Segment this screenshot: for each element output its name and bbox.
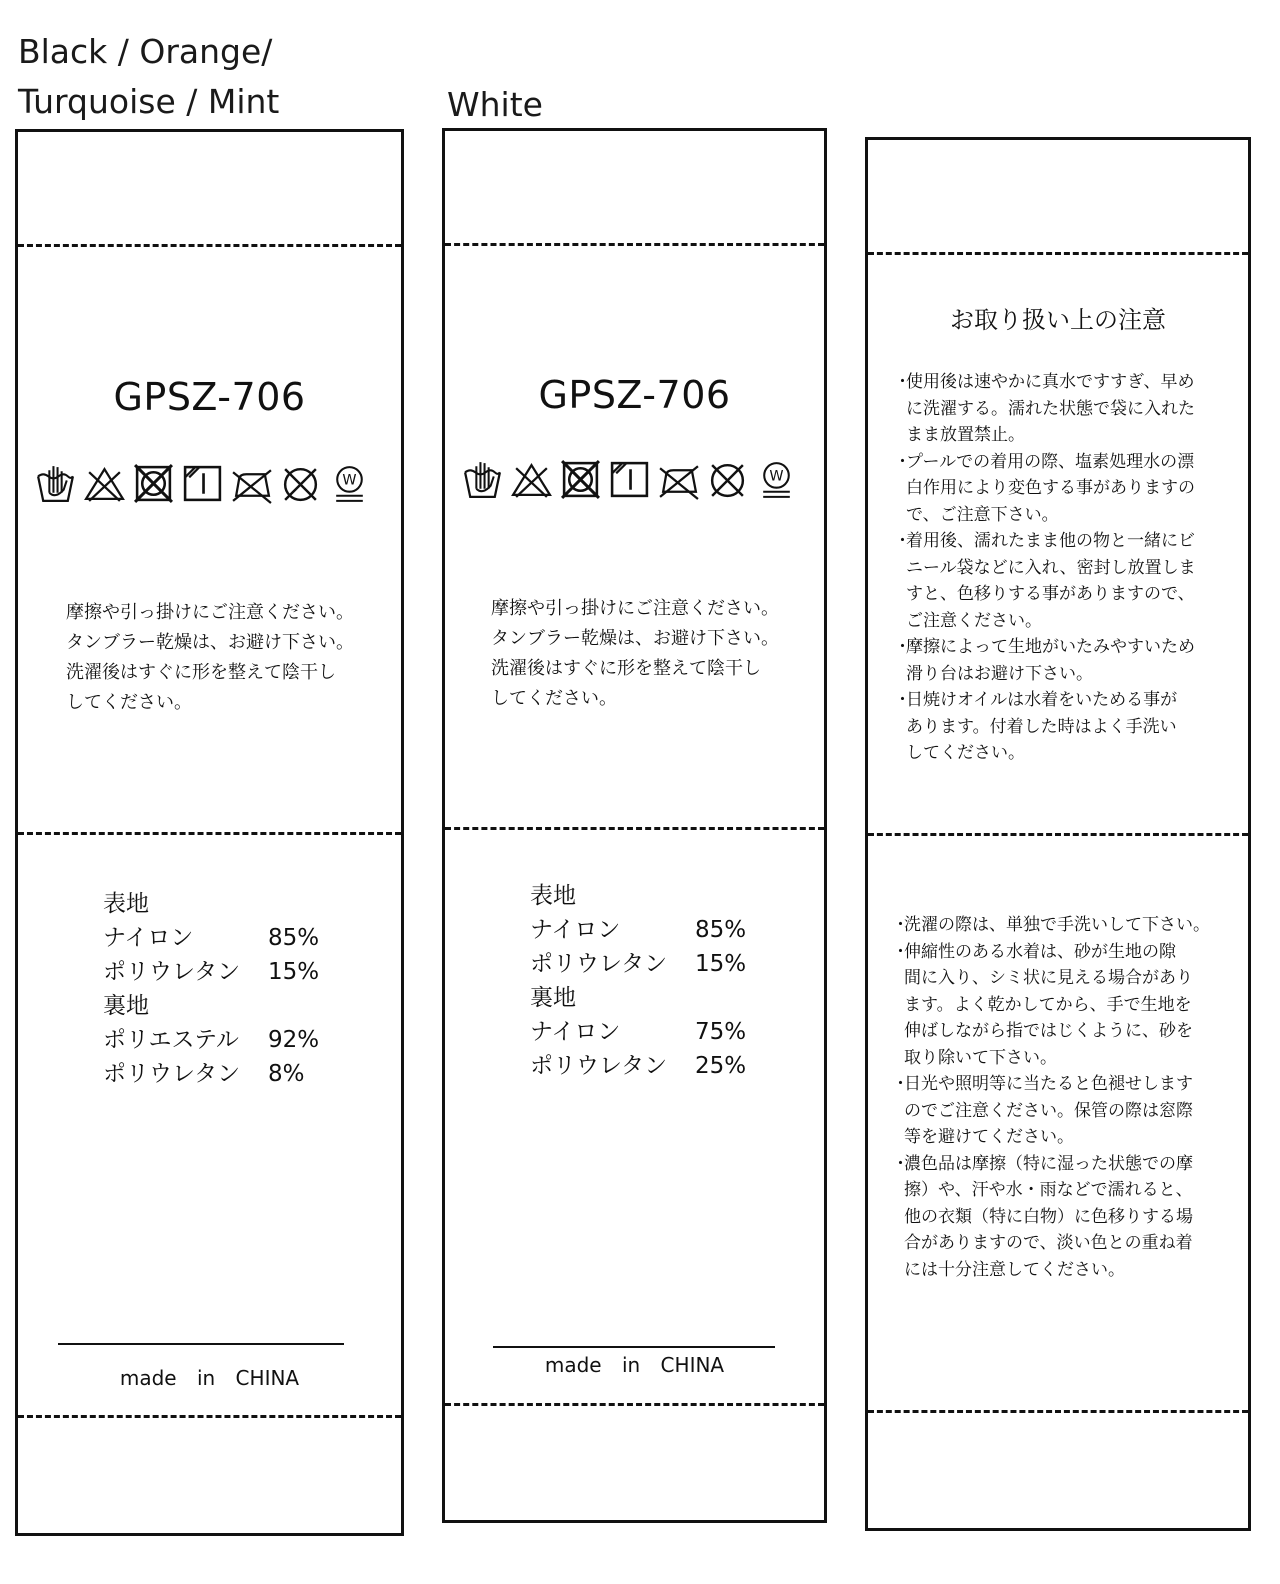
caution-line: に洗濯する。濡れた状態で袋に入れた — [906, 398, 1195, 419]
caution-line: 摩擦によって生地がいたみやすいため — [906, 637, 1195, 657]
caution-line: ます。よく乾かしてから、手で生地を — [904, 994, 1192, 1015]
caution-list-bottom — [892, 912, 1210, 1283]
no-tumble-dry-icon — [132, 462, 175, 505]
material-name: ポリウレタン — [530, 1053, 668, 1079]
caution-item — [892, 1071, 1210, 1151]
composition-row — [103, 887, 319, 921]
composition-row — [530, 1049, 746, 1083]
material-name: ポリウレタン — [530, 951, 668, 977]
wet-clean-icon — [328, 462, 371, 505]
composition-row — [530, 879, 746, 913]
bullet: ・ — [894, 637, 911, 657]
care-note-line: タンブラー乾燥は、お避け下さい。 — [491, 628, 779, 649]
bullet: ・ — [894, 451, 911, 472]
caution-line: ニール袋などに入れ、密封し放置しま — [906, 557, 1196, 578]
fold-line — [445, 1403, 824, 1406]
caution-line: ご注意ください。 — [906, 610, 1042, 631]
care-note-line: タンブラー乾燥は、お避け下さい。 — [66, 632, 354, 653]
no-bleach-icon — [510, 458, 553, 501]
caution-item — [894, 369, 1196, 449]
bullet: ・ — [894, 531, 911, 551]
caution-line: には十分注意してください。 — [904, 1259, 1125, 1280]
no-bleach-icon — [83, 462, 126, 505]
caution-line: 白作用により変色する事がありますの — [906, 478, 1195, 498]
caution-line: のでご注意ください。保管の際は窓際 — [904, 1100, 1193, 1121]
composition-row — [530, 981, 746, 1015]
caution-line: 使用後は速やかに真水ですすぎ、早め — [906, 372, 1195, 392]
composition-row — [530, 1015, 746, 1049]
care-note — [66, 598, 354, 718]
caution-item — [892, 912, 1210, 939]
caution-line: 日光や照明等に当たると色褪せします — [904, 1074, 1193, 1094]
caution-line: すと、色移りする事がありますので、 — [906, 584, 1195, 604]
caution-line: プールでの着用の際、塩素処理水の漂 — [906, 451, 1195, 472]
caution-line: まま放置禁止。 — [906, 425, 1025, 445]
care-note — [491, 594, 779, 714]
caution-item — [892, 939, 1210, 1072]
bullet: ・ — [894, 690, 911, 710]
material-percentage: 15% — [695, 951, 747, 977]
caution-line: 他の衣類（特に白物）に色移りする場 — [904, 1206, 1193, 1227]
fold-line — [18, 244, 401, 247]
composition-row — [530, 913, 746, 947]
material-name: ポリウレタン — [103, 959, 241, 985]
white-heading: White — [447, 85, 543, 124]
composition-row — [530, 947, 746, 981]
care-note-line: 洗濯後はすぐに形を整えて陰干し — [491, 658, 761, 679]
svg-text:W: W — [769, 468, 784, 485]
colors-heading-line2: Turquoise / Mint — [18, 82, 280, 121]
caution-list-top — [894, 369, 1196, 767]
caution-line: してください。 — [906, 743, 1025, 763]
composition-row — [103, 989, 319, 1023]
composition-row — [103, 1023, 319, 1057]
composition-row — [103, 955, 319, 989]
model-number: GPSZ-706 — [113, 375, 306, 419]
caution-line: で、ご注意下さい。 — [906, 504, 1059, 525]
material-percentage: 85% — [695, 917, 747, 943]
bullet: ・ — [892, 941, 909, 962]
no-tumble-dry-icon — [559, 458, 602, 501]
caution-line: 濃色品は摩擦（特に湿った状態での摩 — [904, 1153, 1193, 1174]
caution-line: 伸縮性のある水着は、砂が生地の隙 — [904, 941, 1176, 962]
model-number: GPSZ-706 — [538, 373, 731, 417]
composition-row — [103, 921, 319, 955]
material-percentage: 75% — [695, 1019, 747, 1045]
fold-line — [445, 827, 824, 830]
care-label-tag-cautions — [865, 137, 1251, 1531]
bullet: ・ — [894, 372, 911, 392]
no-iron-icon — [657, 458, 700, 501]
material-percentage: 25% — [695, 1053, 747, 1079]
caution-line: 合がありますので、淡い色との重ね着 — [904, 1233, 1193, 1253]
line-dry-shade-icon — [608, 458, 651, 501]
material-name: 裏地 — [530, 985, 576, 1011]
care-note-line: 摩擦や引っ掛けにご注意ください。 — [491, 598, 779, 619]
material-percentage: 85% — [268, 925, 320, 951]
fabric-composition — [530, 879, 746, 1083]
material-name: 裏地 — [103, 993, 149, 1019]
divider-line — [493, 1346, 775, 1348]
care-label-tag-colors — [15, 129, 404, 1536]
composition-row — [103, 1057, 319, 1091]
caution-line: 洗濯の際は、単独で手洗いして下さい。 — [904, 915, 1210, 935]
caution-line: 等を避けてください。 — [904, 1127, 1074, 1147]
material-percentage: 15% — [268, 959, 320, 985]
caution-line: 間に入り、シミ状に見える場合があり — [904, 968, 1193, 988]
fold-line — [18, 832, 401, 835]
colors-heading-line1: Black / Orange/ — [18, 32, 273, 71]
line-dry-shade-icon — [181, 462, 224, 505]
bullet: ・ — [892, 1153, 909, 1174]
no-dry-clean-icon — [279, 462, 322, 505]
care-label-tag-white — [442, 128, 827, 1523]
wet-clean-icon — [755, 458, 798, 501]
divider-line — [58, 1343, 344, 1345]
care-symbols — [34, 462, 371, 505]
caution-line: 日焼けオイルは水着をいためる事が — [906, 690, 1178, 710]
fold-line — [868, 833, 1248, 836]
fold-line — [445, 243, 824, 246]
caution-item — [892, 1151, 1210, 1284]
no-iron-icon — [230, 462, 273, 505]
caution-line: 伸ばしながら指ではじくように、砂を — [904, 1021, 1193, 1041]
wash-tub-hand-icon — [461, 458, 504, 501]
care-note-line: してください。 — [491, 688, 617, 709]
material-percentage: 92% — [268, 1027, 320, 1053]
material-name: ナイロン — [103, 925, 194, 951]
country-of-origin: made in CHINA — [119, 1366, 300, 1390]
care-note-line: 洗濯後はすぐに形を整えて陰干し — [66, 662, 336, 683]
svg-text:W: W — [342, 472, 357, 489]
caution-item — [894, 528, 1196, 634]
caution-title: お取り扱い上の注意 — [950, 306, 1166, 334]
fold-line — [18, 1415, 401, 1418]
caution-line: 着用後、濡れたまま他の物と一緒にビ — [906, 531, 1195, 551]
no-dry-clean-icon — [706, 458, 749, 501]
wash-tub-hand-icon — [34, 462, 77, 505]
caution-item — [894, 687, 1196, 767]
care-symbols — [461, 458, 798, 501]
material-percentage: 8% — [268, 1061, 305, 1087]
caution-line: 取り除いて下さい。 — [904, 1047, 1057, 1068]
country-of-origin: made in CHINA — [544, 1353, 725, 1377]
material-name: 表地 — [530, 883, 576, 909]
bullet: ・ — [892, 915, 909, 935]
material-name: ポリウレタン — [103, 1061, 241, 1087]
material-name: ポリエステル — [103, 1027, 239, 1053]
caution-item — [894, 449, 1196, 529]
care-note-line: してください。 — [66, 692, 192, 713]
material-name: ナイロン — [530, 1019, 621, 1045]
caution-line: 滑り台はお避け下さい。 — [906, 663, 1093, 684]
material-name: 表地 — [103, 891, 149, 917]
fold-line — [868, 252, 1248, 255]
caution-line: あります。付着した時はよく手洗い — [906, 716, 1177, 737]
fabric-composition — [103, 887, 319, 1091]
fold-line — [868, 1410, 1248, 1413]
care-note-line: 摩擦や引っ掛けにご注意ください。 — [66, 602, 354, 623]
material-name: ナイロン — [530, 917, 621, 943]
caution-line: 擦）や、汗や水・雨などで濡れると、 — [904, 1180, 1193, 1200]
caution-item — [894, 634, 1196, 687]
bullet: ・ — [892, 1074, 909, 1094]
